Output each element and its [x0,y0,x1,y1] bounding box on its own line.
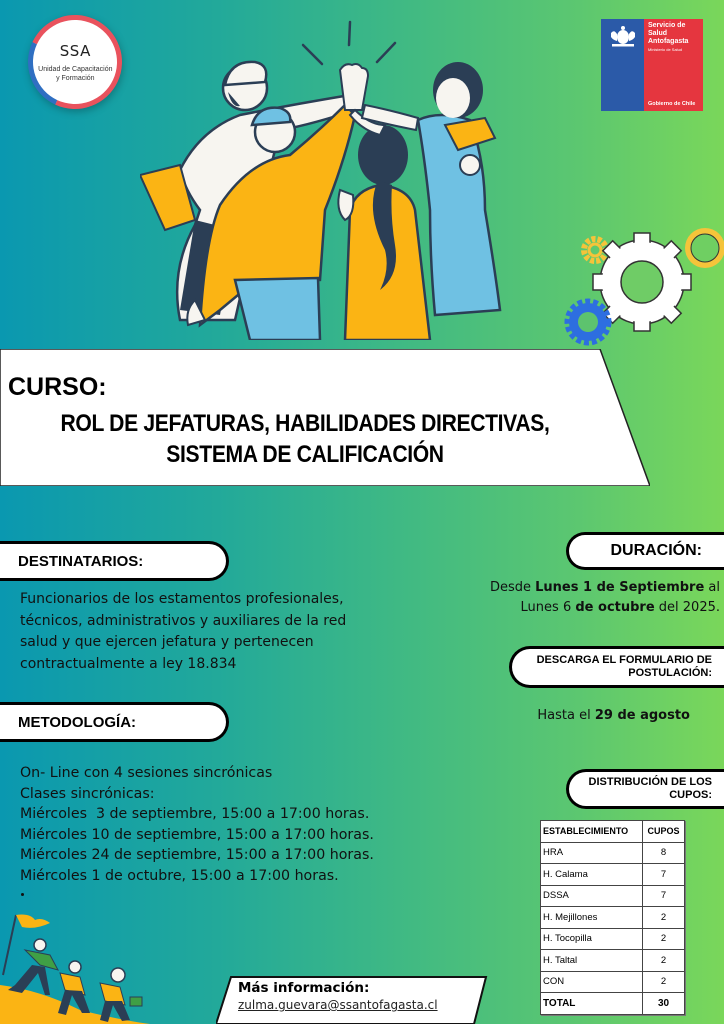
chile-crest-icon [608,25,638,49]
distribucion-header: DISTRIBUCIÓN DE LOS CUPOS: [566,769,724,809]
column-header-cupos: CUPOS [643,821,685,843]
metodologia-line: Miércoles 10 de septiembre, 15:00 a 17:00 horas. [20,826,374,843]
duracion-text: Desde Lunes 1 de Septiembre al Lunes 6 de octubre del 2025. [489,580,720,615]
course-label: CURSO: [8,373,107,401]
column-header-establecimiento: ESTABLECIMIENTO [541,821,643,843]
metodologia-line: Miércoles 24 de septiembre, 15:00 a 17:00 horas. [20,847,374,863]
table-row: H. Mejillones 2 [541,907,685,929]
table-row: DSSA 7 [541,885,685,907]
large-yellow-gear-icon [685,228,724,268]
duracion-header: DURACIÓN: [566,532,724,570]
formulario-deadline: Hasta el 29 de agosto [537,708,690,723]
contact-email-link[interactable]: zulma.guevara@ssantofagasta.cl [238,998,438,1012]
destinatarios-text: Funcionarios de los estamentos profesionales, técnicos, administrativos y auxiliares de la red salud y que ejercen jefatura y pertenecen contractualmente a ley 18.834 [20,591,347,672]
ssa-logo [15,2,135,122]
table-row: H. Tocopilla 2 [541,928,685,950]
gov-logo-blue-panel [601,19,644,111]
metodologia-line: On- Line con 4 sesiones sincrónicas [20,765,273,781]
white-gear-icon [593,233,691,331]
climber-yellow-2 [100,968,142,1022]
formulario-header[interactable]: DESCARGA EL FORMULARIO DE POSTULACIÓN: [509,646,724,688]
blue-gear-icon [567,301,609,343]
ssa-logo-title: SSA [59,41,91,60]
destinatarios-header: DESTINATARIOS: [0,541,229,581]
table-row: H. Calama 7 [541,864,685,886]
table-row: HRA 8 [541,842,685,864]
team-high-five-illustration [140,10,520,340]
gov-logo [601,19,703,111]
metodologia-line: Clases sincrónicas: [20,785,155,802]
gov-logo-red-panel: Servicio de Salud Antofagasta Ministerio de Salud Gobierno de Chile [644,19,703,111]
metodologia-line: Miércoles 3 de septiembre, 15:00 a 17:00 horas. [20,806,370,822]
climber-green [8,939,58,995]
table-total-row: TOTAL 30 [541,993,685,1015]
table-row: CON 2 [541,971,685,993]
gears-decoration [560,220,724,350]
cupos-table [540,820,685,1015]
course-title: ROL DE JEFATURAS, HABILIDADES DIRECTIVAS, SISTEMA DE CALIFICACIÓN [60,410,550,468]
ssa-logo-subtitle: Unidad de Capacitación y Formación [37,65,113,82]
climber-yellow-1 [58,961,90,1015]
contact-label: Más información: [238,980,370,996]
table-header-row [541,821,685,843]
metodologia-line: Miércoles 1 de octubre, 15:00 a 17:00 horas. [20,867,339,884]
climbers-illustration [0,895,150,1024]
metodologia-header: METODOLOGÍA: [0,702,229,742]
table-row: H. Taltal 2 [541,950,685,972]
metodologia-text [20,763,420,886]
